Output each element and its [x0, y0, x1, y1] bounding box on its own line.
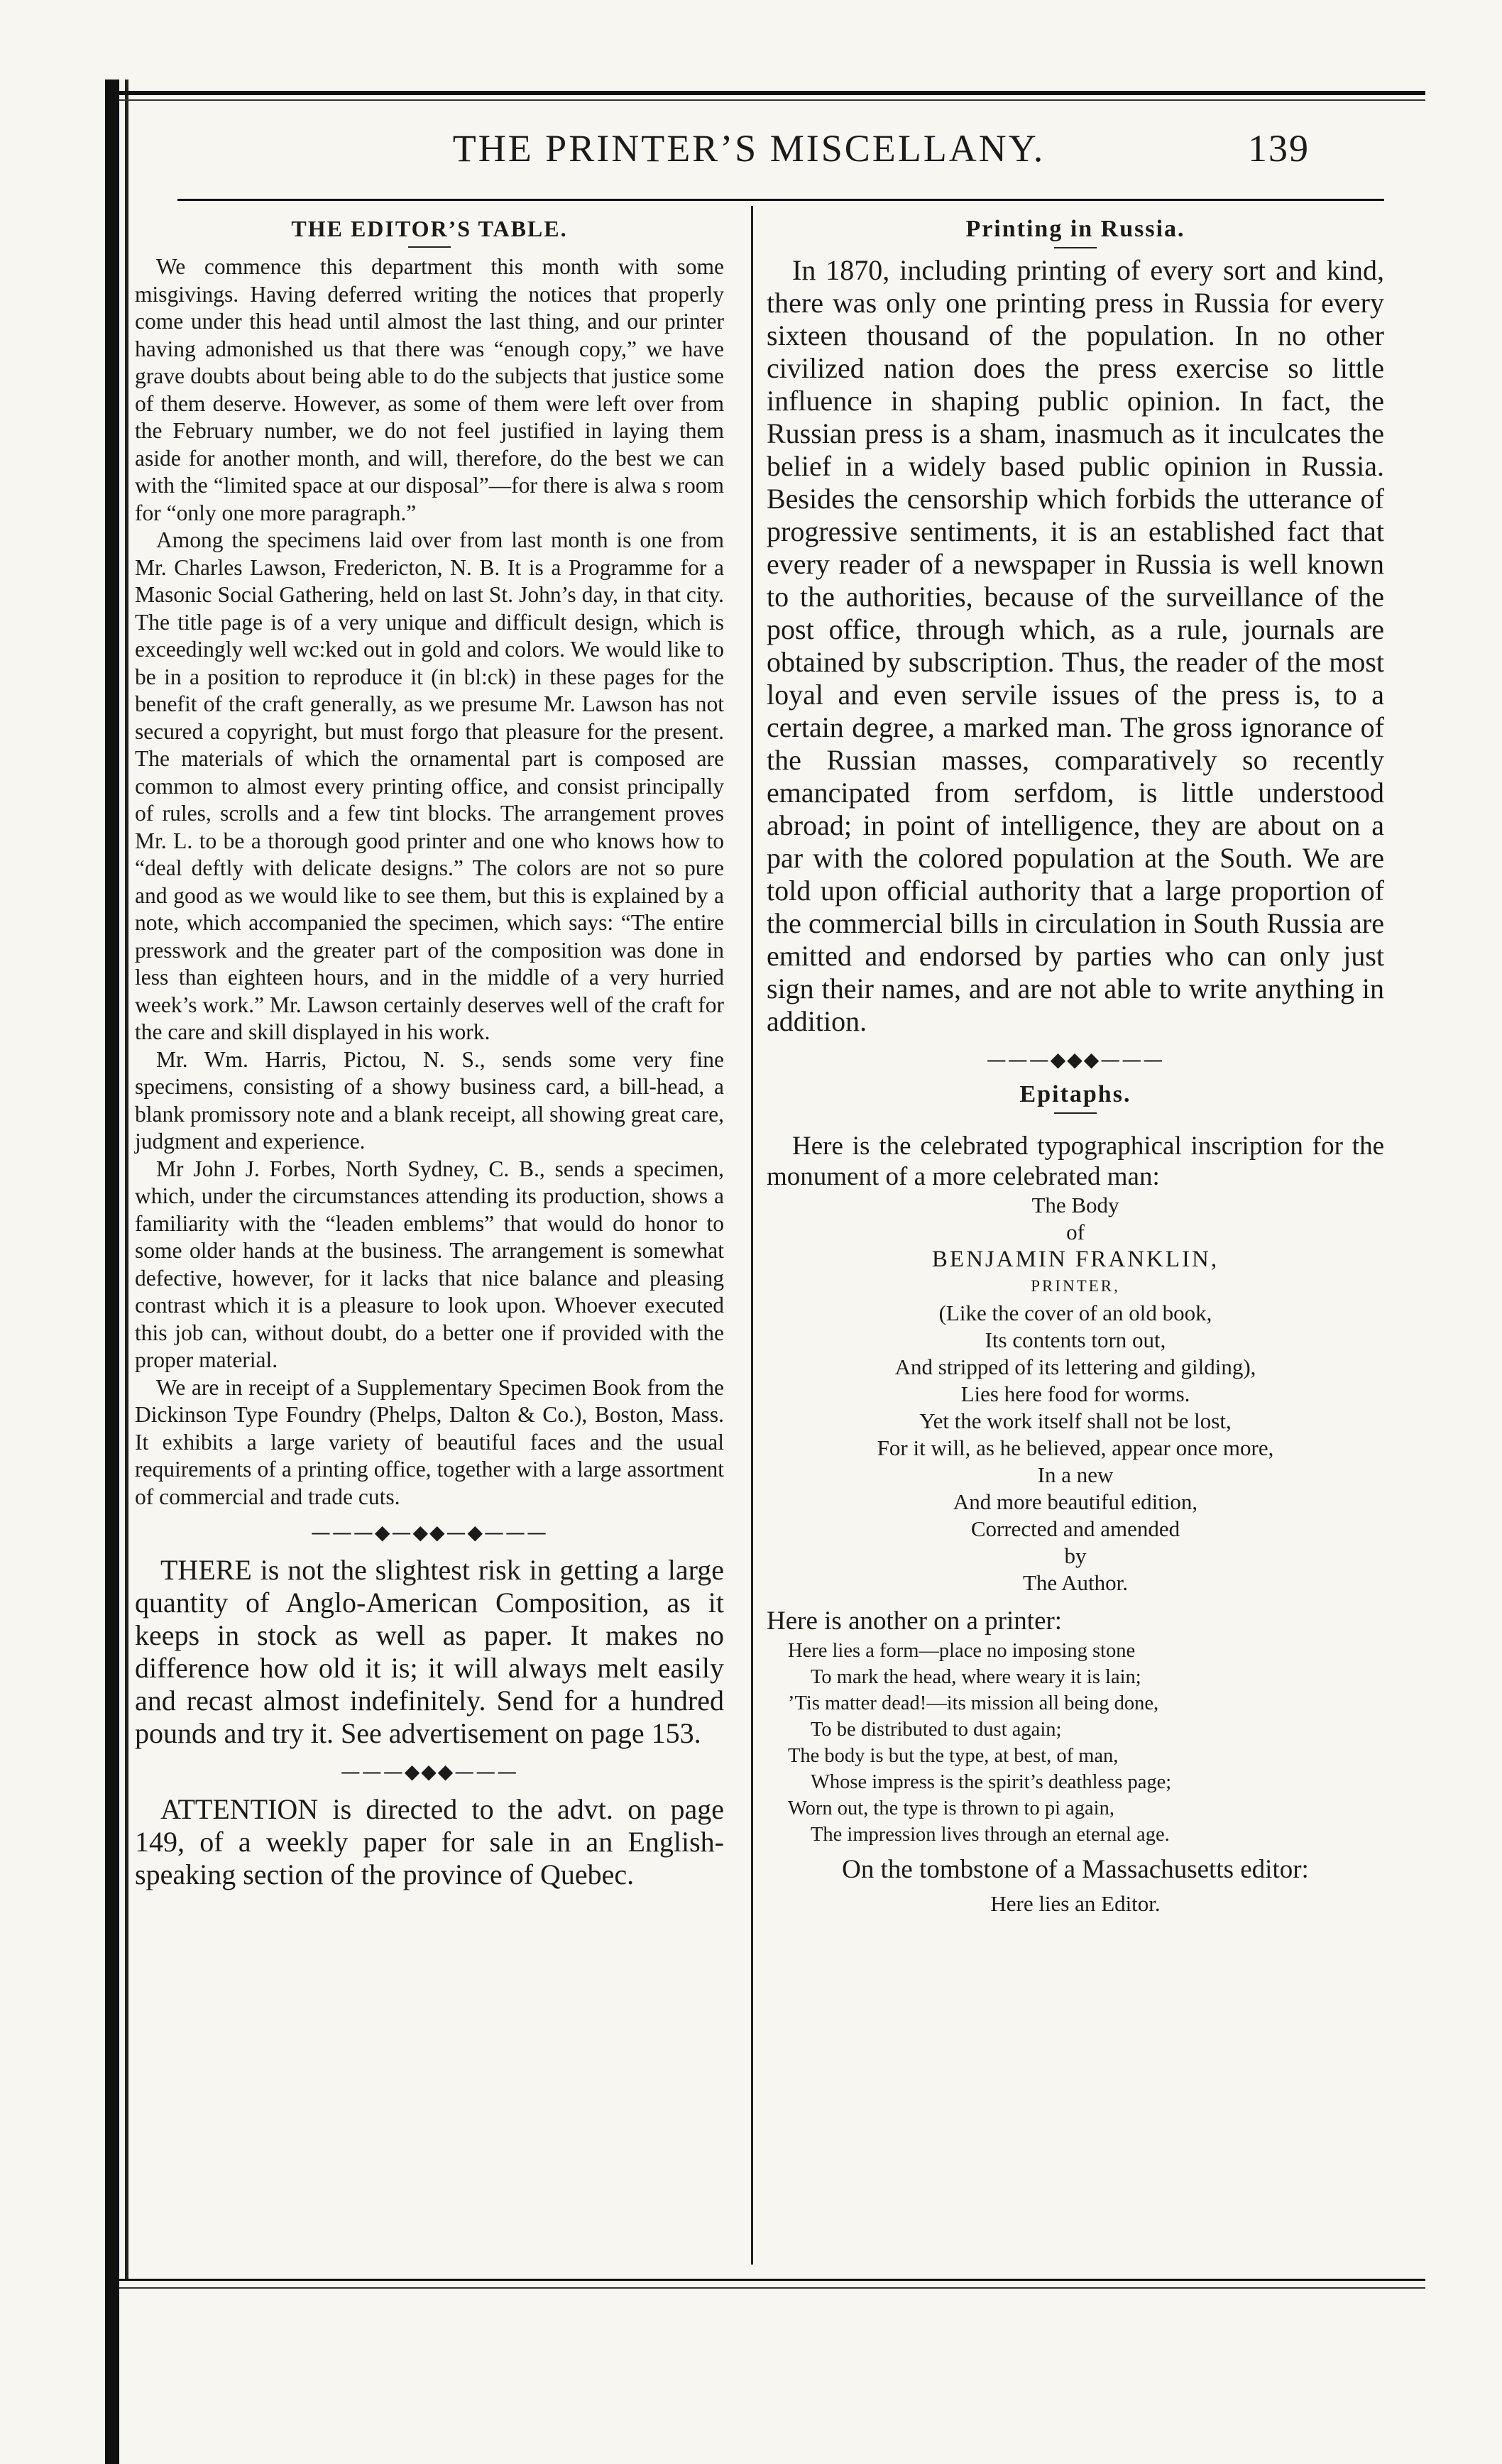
second-intro: Here is another on a printer: — [767, 1606, 1063, 1636]
paragraph: We are in receipt of a Supplementary Specimen Book from the Dickinson Type Foundry (Phelps, Dalton & Co.), Boston, Mass. It exhibits a large variety of beautiful faces and the usual requirements of a printing office, together with a large assortment of commercial and trade cuts. — [135, 1374, 724, 1509]
epitaph-line: And more beautiful edition, — [953, 1489, 1198, 1514]
third-intro: On the tombstone of a Massachusetts editor: — [842, 1855, 1309, 1884]
franklin-epitaph — [767, 1192, 1384, 1597]
epitaph-line: To be distributed to dust again; — [811, 1719, 1062, 1741]
heading-rule — [1054, 1112, 1097, 1114]
epitaph-line: And stripped of its lettering and gilding), — [894, 1354, 1256, 1379]
ornament-divider: ———◆—◆◆—◆——— — [310, 1521, 549, 1544]
header-rule — [177, 199, 1384, 201]
page-number: 139 — [1248, 127, 1310, 170]
notice-anglo-american — [135, 1554, 724, 1750]
epitaphs-heading: Epitaphs. — [1019, 1081, 1131, 1107]
epitaph-line: The Body — [1031, 1193, 1119, 1217]
epitaph-line: To mark the head, where weary it is lain; — [811, 1666, 1141, 1688]
paragraph: Mr John J. Forbes, North Sydney, C. B., sends a specimen, which, under the circumstances attending its production, shows a familiarity with the “leaden emblems” that would do honor to some older hands at the business. The arrangement is somewhat defective, however, for it lacks that nice balance and pleasing contrast which it is a pleasure to look upon. Whoever executed this job can, without doubt, do a better one if provided with the proper material. — [135, 1156, 724, 1372]
bottom-border-rule — [119, 2279, 1425, 2281]
epitaph-line: Whose impress is the spirit’s deathless page; — [811, 1771, 1172, 1793]
notice-text: ATTENTION is directed to the advt. on page 149, of a weekly paper for sale in an English-speaking section of the province of Quebec. — [135, 1793, 724, 1890]
paragraph: Among the specimens laid over from last month is one from Mr. Charles Lawson, Fredericton, N. B. It is a Programme for a Masonic Social Gathering, held on last St. John’s day, in that city. The title page is of a very unique and difficult design, which is exceedingly well wc:ked out in gold and colors. We would like to be in a position to reproduce it (in bl:ck) in these pages for the benefit of the craft generally, as we presume Mr. Lawson has not secured a copyright, but must forgo that pleasure for the present. The materials of which the ornamental part is composed are common to almost every printing office, and consist principally of rules, scrolls and a few tint blocks. The arrangement proves Mr. L. to be a thorough good printer and one who knows how to “deal deftly with delicate designs.” The colors are not so pure and good as we would like to see them, but this is explained by a note, which accompanied the specimen, which says: “The entire presswork and the greater part of the composition was done in less than eighteen hours, and in the middle of a very hurried week’s work.” Mr. Lawson certainly deserves well of the craft for the care and skill displayed in his work. — [135, 527, 724, 1044]
paragraph: Here is the celebrated typographical inscription for the monument of a more celebrated man: — [767, 1132, 1384, 1191]
epitaph-line: In a new — [1037, 1462, 1114, 1487]
paragraph: In 1870, including printing of every sort and kind, there was only one printing press in Russia for every sixteen thousand of the population. In no other civilized nation does the press exercise so little influence in shaping public opinion. In fact, the Russian press is a sham, inasmuch as it inculcates the belief in a widely based public opinion in Russia. Besides the censorship which forbids the utterance of progressive sentiments, it is an established fact that every reader of a newspaper in Russia is well known to the authorities, because of the surveillance of the post office, through which, as a rule, journals are obtained by subscription. Thus, the reader of the most loyal and even servile issues of the press is, to a certain degree, a marked man. The gross ignorance of the Russian masses, comparatively so recently emancipated from serfdom, is little understood abroad; in point of intelligence, they are about on a par with the colored population at the South. We are told upon official authority that a large proportion of the commercial bills in circulation in South Russia are emitted and endorsed by parties who can only just sign their names, and are not able to write anything in addition. — [767, 254, 1384, 1037]
left-column — [135, 213, 724, 1891]
paragraph: We commence this department this month with some misgivings. Having deferred writing the notices that properly come under this head until almost the last thing, and our printer having admonished us that there was “enough copy,” we have grave doubts about being able to do the subjects that justice some of them deserve. However, as some of them were left over from the February number, we do not feel justified in laying them aside for another month, and will, therefore, do the best we can with the “limited space at our disposal”—for there is alwa s room for “only one more paragraph.” — [135, 254, 724, 525]
epitaph-line: by — [1064, 1543, 1087, 1568]
epitaph-line: The Author. — [1022, 1570, 1129, 1595]
epitaph-line: Yet the work itself shall not be lost, — [919, 1408, 1232, 1433]
heading-rule — [408, 246, 451, 248]
paragraph: Mr. Wm. Harris, Pictou, N. S., sends some very fine specimens, consisting of a showy business card, a bill-head, a blank promissory note and a blank receipt, all showing great care, judgment and experience. — [135, 1046, 724, 1154]
printing-in-russia-heading: Printing in Russia. — [965, 216, 1185, 242]
epitaph-line: (Like the cover of an old book, — [938, 1301, 1212, 1325]
epitaphs-intro — [767, 1131, 1384, 1192]
epitaph-line: Lies here food for worms. — [960, 1381, 1190, 1406]
top-border-rule-thin — [119, 99, 1425, 101]
ornament-divider: ———◆◆◆——— — [986, 1048, 1165, 1071]
notice-text: THERE is not the slightest risk in getting a large quantity of Anglo-American Composition, as it keeps in stock as well as paper. It makes no difference how old it is; it will always melt easily and recast almost indefinitely. Send for a hundred pounds and try it. See advertisement on page 153. — [135, 1554, 724, 1749]
notice-attention — [135, 1793, 724, 1891]
epitaph-line: PRINTER, — [1031, 1277, 1120, 1295]
epitaph-line: The impression lives through an eternal age. — [811, 1824, 1170, 1846]
binding-edge — [105, 80, 119, 2464]
editor-epitaph: Here lies an Editor. — [990, 1891, 1161, 1916]
editors-table-heading: THE EDITOR’S TABLE. — [291, 216, 568, 241]
heading-rule — [1054, 247, 1097, 248]
column-divider — [751, 206, 753, 2265]
epitaph-line: ’Tis matter dead!—its mission all being done, — [788, 1692, 1159, 1714]
journal-title: THE PRINTER’S MISCELLANY. — [452, 127, 1046, 170]
ornament-divider: ———◆◆◆——— — [340, 1760, 519, 1783]
printer-epitaph — [788, 1638, 1384, 1848]
epitaph-line: For it will, as he believed, appear once more, — [877, 1435, 1274, 1460]
binding-edge-inner — [125, 80, 128, 2280]
editors-table-body — [135, 253, 724, 1511]
right-column — [767, 213, 1384, 1917]
running-header — [131, 126, 1366, 183]
epitaph-line: Worn out, the type is thrown to pi again, — [788, 1797, 1114, 1819]
printing-in-russia-body — [767, 254, 1384, 1038]
epitaph-line: BENJAMIN FRANKLIN, — [931, 1247, 1219, 1272]
epitaph-line: Here lies a form—place no imposing stone — [788, 1640, 1136, 1662]
bottom-border-rule-thin — [119, 2287, 1425, 2289]
epitaph-line: of — [1066, 1220, 1085, 1244]
epitaph-line: Its contents torn out, — [985, 1327, 1166, 1352]
epitaph-line: Corrected and amended — [970, 1516, 1180, 1541]
top-border-rule — [119, 91, 1425, 95]
epitaph-line: The body is but the type, at best, of man, — [788, 1745, 1119, 1767]
